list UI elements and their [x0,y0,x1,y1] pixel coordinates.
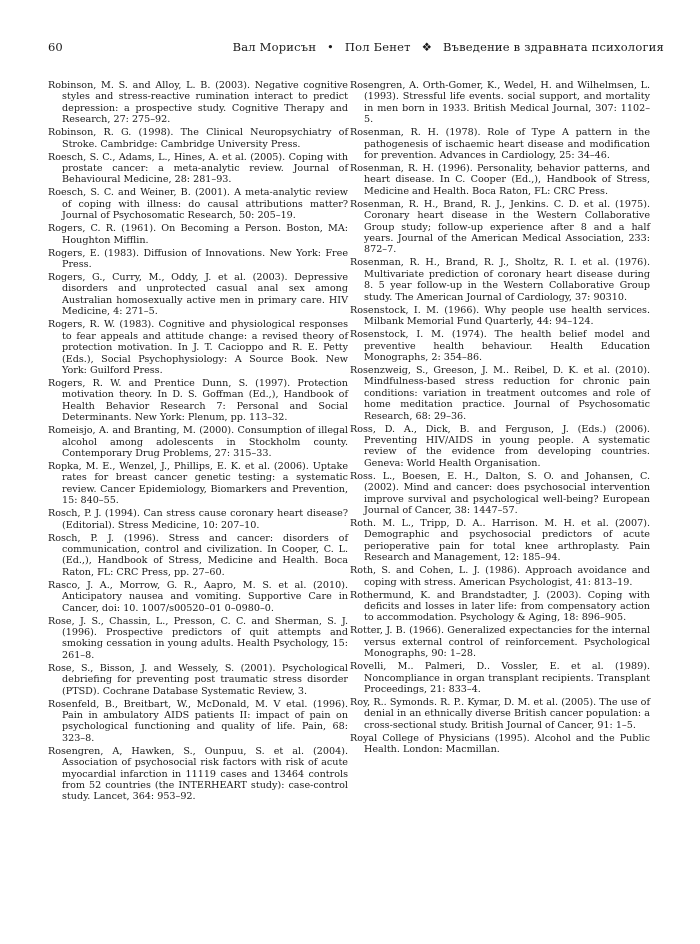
reference-entry: Rosenfeld, B., Breitbart, W., McDonald, M. V etal. (1996). Pain in ambulatory AIDS patients II: impact of pain on psychological functioning and quality of life. Pain, 68: 323–8. [48,698,348,744]
running-head-coauthor: Пол Бенет [344,40,411,54]
reference-entry: Rosch, P. J. (1994). Can stress cause coronary heart disease? (Editorial). Stress Medicine, 10: 207–10. [48,508,348,531]
reference-entry: Rogers, E. (1983). Diffusion of Innovations. New York: Free Press. [48,247,348,271]
reference-entry: Robinson, M. S. and Alloy, L. B. (2003). Negative cognitive styles and stress-reactive rumination interact to predict depression: a prospective study. Cognitive Therapy and Research, 27: 275–92. [48,80,348,126]
reference-entry: Ross, D. A., Dick, B. and Ferguson, J. (Eds.) (2006). Preventing HIV/AIDS in young people. A systematic review of the evidence from developing countries. Geneva: World Health Organisation. [350,423,650,469]
reference-entry: Rotter, J. B. (1966). Generalized expectancies for the internal versus external control of reinforcement. Psychological Monographs, 90: 1–28. [350,625,650,660]
reference-entry: Rosch, P. J. (1996). Stress and cancer: disorders of communication, control and civilization. In Cooper, C. L. (Ed.,), Handbook of Stress, Medicine and Health. Boca Raton, FL: CRC Press, pp. 27–60. [48,532,348,578]
reference-entry: Rogers, R. W. and Prentice Dunn, S. (1997). Protection motivation theory. In D. S. Goffman (Ed.,), Handbook of Health Behavior Research 7: Personal and Social Determinants. New York: Plenum, pp. 113–32. [48,377,348,424]
reference-entry: Rothermund, K. and Brandstadter, J. (2003). Coping with deficits and losses in later life: from compensatory action to accommodation. Psychology & Aging, 18: 896–905. [350,589,650,624]
reference-entry: Roesch, S. C. and Weiner, B. (2001). A meta-analytic review of coping with illness: do causal attributions matter? Journal of Psychosomatic Research, 50: 205–19. [48,187,348,222]
reference-entry: Royal College of Physicians (1995). Alcohol and the Public Health. London: Macmillan. [350,732,650,756]
reference-entry: Rosenman, R. H. (1996). Personality, behavior patterns, and heart disease. In C. Cooper (Ed.,), Handbook of Stress, Medicine and Health. Boca Raton, FL: CRC Press. [350,163,650,197]
reference-column-left [48,80,348,804]
reference-entry: Rose, J. S., Chassin, L., Presson, C. C. and Sherman, S. J. (1996). Prospective predictors of quit attempts and smoking cessation in young adults. Health Psychology, 15: 261–8. [48,615,348,661]
reference-entry: Rosenman, R. H. (1978). Role of Type A pattern in the pathogenesis of ischaemic heart disease and modification for prevention. Advances in Cardiology, 25: 34–46. [350,127,650,162]
reference-entry: Rogers, G., Curry, M., Oddy, J. et al. (2003). Depressive disorders and unprotected casual anal sex among Australian homosexually active men in primary care. HIV Medicine, 4: 271–5. [48,272,348,318]
reference-entry: Rosenzweig, S., Greeson, J. M.. Reibel, D. K. et al. (2010). Mindfulness-based stress reduction for chronic pain conditions: variation in treatment outcomes and role of home meditation practice. Journal of Psychosomatic Research, 68: 29–36. [350,364,650,422]
ornament-icon: ❖ [421,40,433,54]
reference-entry: Rasco, J. A., Morrow, G. R., Aapro, M. S. et al. (2010). Anticipatory nausea and vomiting. Supportive Care in Cancer, doi: 10. 1007/s00520–01 0–0980–0. [48,579,348,614]
reference-entry: Roesch, S. C., Adams, L., Hines, A. et al. (2005). Coping with prostate cancer: a meta-analytic review. Journal of Behavioural Medicine, 28: 281–93. [48,151,348,186]
reference-entry: Roth. M. L., Tripp, D. A.. Harrison. M. H. et al. (2007). Demographic and psychosocial predictors of acute perioperative pain for total knee arthroplasty. Pain Research and Management, 12: 185–94. [350,517,650,564]
bullet-separator: • [327,40,335,54]
page-number: 60 [48,40,63,54]
reference-entry: Rosengren, A. Orth-Gomer, K., Wedel, H. and Wilhelmsen, L. (1993). Stressful life events. social support, and mortality in men born in 1933. British Medical Journal, 307: 1102–5. [350,80,650,126]
reference-entry: Romeisjo, A. and Branting, M. (2000). Consumption of illegal alcohol among adolescents in Stockholm county. Contemporary Drug Problems, 27: 315–33. [48,425,348,459]
reference-entry: Roth, S. and Cohen, L. J. (1986). Approach avoidance and coping with stress. American Psychologist, 41: 813–19. [350,565,650,588]
reference-entry: Ross. L., Boesen, E. H., Dalton, S. O. and Johansen, C. (2002). Mind and cancer: does psychosocial intervention improve survival and psychological well-being? European Journal of Cancer, 38: 1447–57. [350,470,650,516]
reference-entry: Robinson, R. G. (1998). The Clinical Neuropsychiatry of Stroke. Cambridge: Cambridge University Press. [48,127,348,150]
reference-entry: Rosengren, A, Hawken, S., Ounpuu, S. et al. (2004). Association of psychosocial risk factors with risk of acute myocardial infarction in 11119 cases and 13464 controls from 52 countries (the INTERHEART study): case-control study. Lancet, 364: 953–92. [48,745,348,803]
page-header [48,40,664,60]
running-head [233,40,664,54]
reference-column-right [350,80,650,757]
reference-entry: Ropka, M. E., Wenzel, J., Phillips, E. K. et al. (2006). Uptake rates for breast cancer genetic testing: a systematic review. Cancer Epidemiology, Biomarkers and Prevention, 15: 840–55. [48,460,348,507]
reference-entry: Rosenstock, I. M. (1974). The health belief model and preventive health behaviour. Health Education Monographs, 2: 354–86. [350,329,650,363]
reference-entry: Rosenman, R. H., Brand, R. J., Jenkins. C. D. et al. (1975). Coronary heart disease in the Western Collaborative Group study; follow-up experience after 8 and a half years. Journal of the American Medical Association, 233: 872–7. [350,198,650,256]
running-head-author: Вал Морисън [232,40,317,54]
reference-entry: Rovelli, M.. Palmeri, D.. Vossler, E. et al. (1989). Noncompliance in organ transplant recipients. Transplant Proceedings, 21: 833–4. [350,661,650,696]
reference-entry: Roy, R.. Symonds. R. P.. Kymar, D. M. et al. (2005). The use of denial in an ethnically diverse British cancer population: a cross-sectional study. British Journal of Cancer, 91: 1–5. [350,697,650,731]
reference-entry: Rogers, C. R. (1961). On Becoming a Person. Boston, MA: Houghton Mifflin. [48,223,348,246]
running-head-book-title: Въведение в здравната психология [442,40,664,54]
reference-entry: Rosenstock, I. M. (1966). Why people use health services. Milbank Memorial Fund Quarterly, 44: 94–124. [350,304,650,328]
reference-entry: Rogers, R. W. (1983). Cognitive and physiological responses to fear appeals and attitude change: a revised theory of protection motivation. In J. T. Cacioppo and R. E. Petty (Eds.), Social Psychophysiology: A Source Book. New York: Guilford Press. [48,319,348,376]
reference-entry: Rosenman, R. H., Brand, R. J., Sholtz, R. I. et al. (1976). Multivariate prediction of coronary heart disease during 8. 5 year follow-up in the Western Collaborative Group study. The American Journal of Cardiology, 37: 90310. [350,257,650,303]
reference-entry: Rose, S., Bisson, J. and Wessely, S. (2001). Psychological debriefing for preventing post traumatic stress disorder (PTSD). Cochrane Database Systematic Review, 3. [48,662,348,697]
